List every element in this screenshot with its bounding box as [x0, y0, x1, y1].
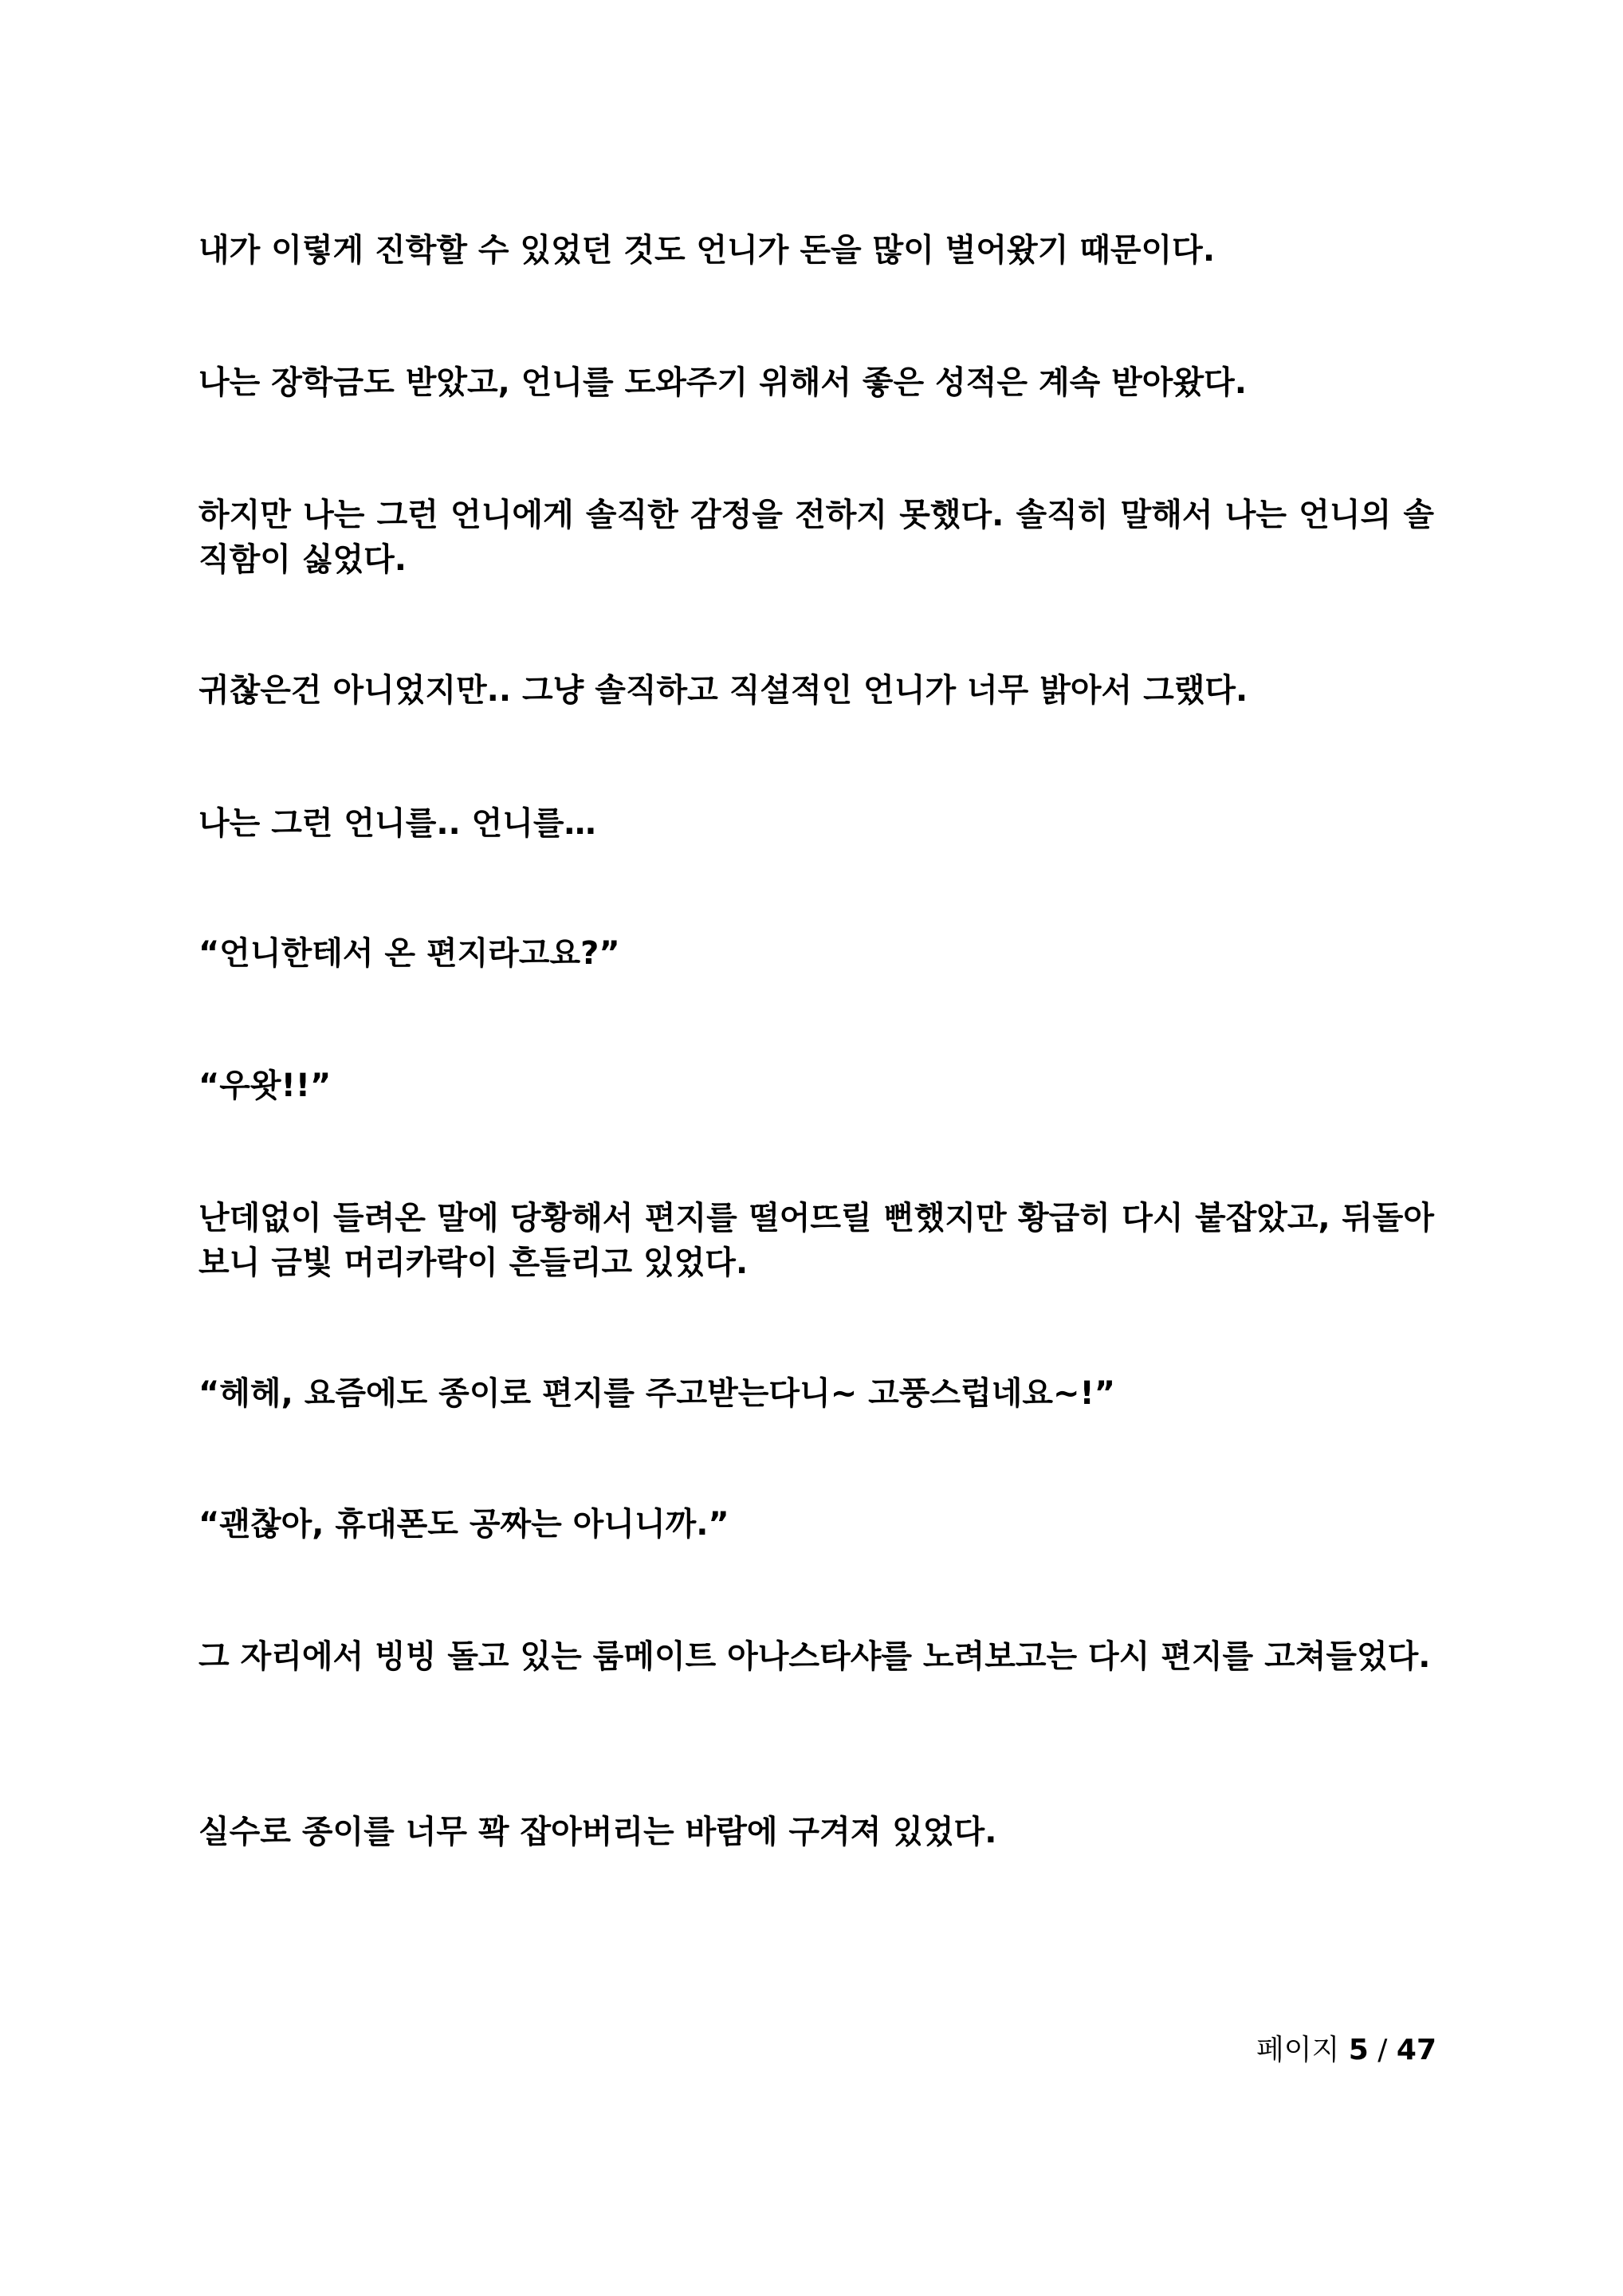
paragraph-1: 내가 이렇게 진학할 수 있었던 것도 언니가 돈을 많이 벌어왔기 때문이다. [198, 232, 1216, 269]
paragraph-3: 하지만 나는 그런 언니에게 솔직한 감정을 전하지 못했다. 솔직히 말해서 나는 언니의 솔직함이 싫었다. [198, 497, 1434, 578]
paragraph-9: “헤헤, 요즘에도 종이로 편지를 주고받는다니~ 고풍스럽네요~!” [198, 1375, 1116, 1412]
paragraph-10: “괜찮아, 휴대폰도 공짜는 아니니까.” [198, 1506, 729, 1543]
page-footer [1256, 2031, 1436, 2070]
paragraph-12: 실수로 종이를 너무 꽉 잡아버리는 바람에 구겨져 있었다. [198, 1814, 997, 1850]
paragraph-7: “우왓!!” [198, 1067, 332, 1104]
paragraph-4: 귀찮은건 아니었지만.. 그냥 솔직하고 직설적인 언니가 너무 밝아서 그랬다. [198, 672, 1248, 709]
paragraph-6: “언니한테서 온 편지라고요?” [198, 935, 620, 972]
paragraph-5: 나는 그런 언니를.. 언니를… [198, 805, 596, 842]
page-number-current: 5 [1348, 2034, 1369, 2066]
page-number-separator: / [1377, 2034, 1388, 2066]
paragraph-8: 난데없이 들려온 말에 당황해서 편지를 떨어뜨릴 뻔했지만 황급히 다시 붙잡았고, 뒤돌아 보니 금빛 머리카락이 흔들리고 있었다. [198, 1200, 1434, 1281]
paragraph-11: 그 자리에서 빙빙 돌고 있는 룸메이트 아나스타샤를 노려보고는 다시 편지를 고쳐들었다. [198, 1638, 1431, 1675]
page-label: 페이지 [1256, 2034, 1340, 2066]
paragraph-2: 나는 장학금도 받았고, 언니를 도와주기 위해서 좋은 성적은 계속 받아왔다. [198, 364, 1247, 401]
page-number-total: 47 [1396, 2034, 1436, 2066]
